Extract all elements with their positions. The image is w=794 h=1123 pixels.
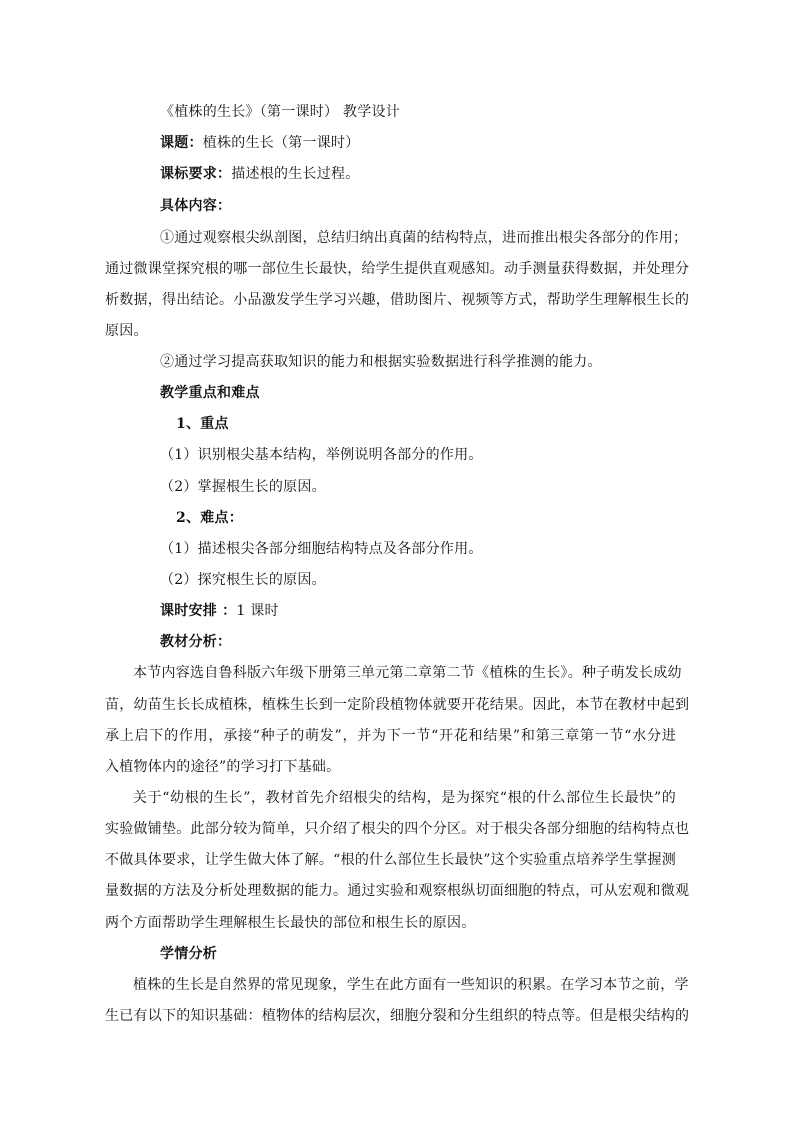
standard-label: 课标要求： bbox=[160, 166, 232, 182]
key-difficult-heading: 教学重点和难点 bbox=[160, 385, 260, 401]
key-points-heading: 1、重点 bbox=[176, 416, 229, 432]
material-p2-line-2: 实验做铺垫。此部分较为简单，只介绍了根尖的四个分区。对于根尖各部分细胞的结构特点也 bbox=[105, 821, 690, 837]
content-p1-line-3: 析数据，得出结论。小品激发学生学习兴趣，借助图片、视频等方式，帮助学生理解根生长的 bbox=[105, 292, 690, 308]
material-p1-line-2: 苗，幼苗生长长成植株，植株生长到一定阶段植物体就要开花结果。因此，本节在教材中起到 bbox=[105, 697, 690, 713]
student-p1-line-1: 植株的生长是自然界的常见现象，学生在此方面有一些知识的积累。在学习本节之前，学 bbox=[133, 977, 689, 993]
material-heading: 教材分析： bbox=[160, 634, 232, 650]
content-heading: 具体内容： bbox=[160, 198, 232, 214]
topic-line bbox=[160, 133, 360, 153]
material-p2-line-4: 量数据的方法及分析处理数据的能力。通过实验和观察根纵切面细胞的特点，可从宏观和微观 bbox=[105, 883, 690, 899]
schedule-line bbox=[160, 601, 279, 621]
material-p1-line-1: 本节内容选自鲁科版六年级下册第三单元第二章第二节《植株的生长》。种子萌发长成幼 bbox=[133, 665, 682, 681]
content-p2: ②通过学习提高获取知识的能力和根据实验数据进行科学推测的能力。 bbox=[160, 354, 602, 370]
schedule-value: 1 课时 bbox=[236, 603, 279, 619]
schedule-label: 课时安排 ： bbox=[160, 603, 237, 619]
key-point-2: （2）掌握根生长的原因。 bbox=[160, 479, 326, 495]
standard-value: 描述根的生长过程。 bbox=[231, 166, 360, 182]
student-heading: 学情分析 bbox=[160, 946, 217, 962]
material-p1-line-4: 入植物体内的途径”的学习打下基础。 bbox=[105, 759, 341, 775]
topic-label: 课题： bbox=[160, 135, 203, 151]
key-point-1: （1）识别根尖基本结构，举例说明各部分的作用。 bbox=[160, 447, 483, 463]
content-p1-line-4: 原因。 bbox=[105, 323, 148, 339]
content-p1-line-2: 通过微课堂探究根的哪一部位生长最快，给学生提供直观感知。动手测量获得数据，并处理分 bbox=[105, 261, 690, 277]
material-p1-line-3: 承上启下的作用，承接“种子的萌发”，并为下一节“开花和结果”和第三章第一节“水分进 bbox=[105, 728, 676, 744]
difficult-points-heading: 2、难点： bbox=[176, 510, 243, 526]
material-p2-line-3: 不做具体要求，让学生做大体了解。“根的什么部位生长最快”这个实验重点培养学生掌握测 bbox=[105, 852, 676, 868]
topic-value: 植株的生长（第一课时） bbox=[202, 135, 360, 151]
difficult-point-1: （1）描述根尖各部分细胞结构特点及各部分作用。 bbox=[160, 541, 483, 557]
student-p1-line-2: 生已有以下的知识基础：植物体的结构层次，细胞分裂和分生组织的特点等。但是根尖结构的 bbox=[105, 1008, 690, 1024]
material-p2-line-5: 两个方面帮助学生理解根生长最快的部位和根生长的原因。 bbox=[105, 915, 476, 931]
document-title: 《植株的生长》（第一课时） 教学设计 bbox=[160, 104, 400, 120]
difficult-point-2: （2）探究根生长的原因。 bbox=[160, 572, 326, 588]
content-p1-line-1: ①通过观察根尖纵剖图，总结归纳出真菌的结构特点，进而推出根尖各部分的作用； bbox=[160, 230, 688, 246]
material-p2-line-1: 关于“幼根的生长”，教材首先介绍根尖的结构，是为探究“根的什么部位生长最快”的 bbox=[133, 790, 676, 806]
standard-line bbox=[160, 164, 360, 184]
